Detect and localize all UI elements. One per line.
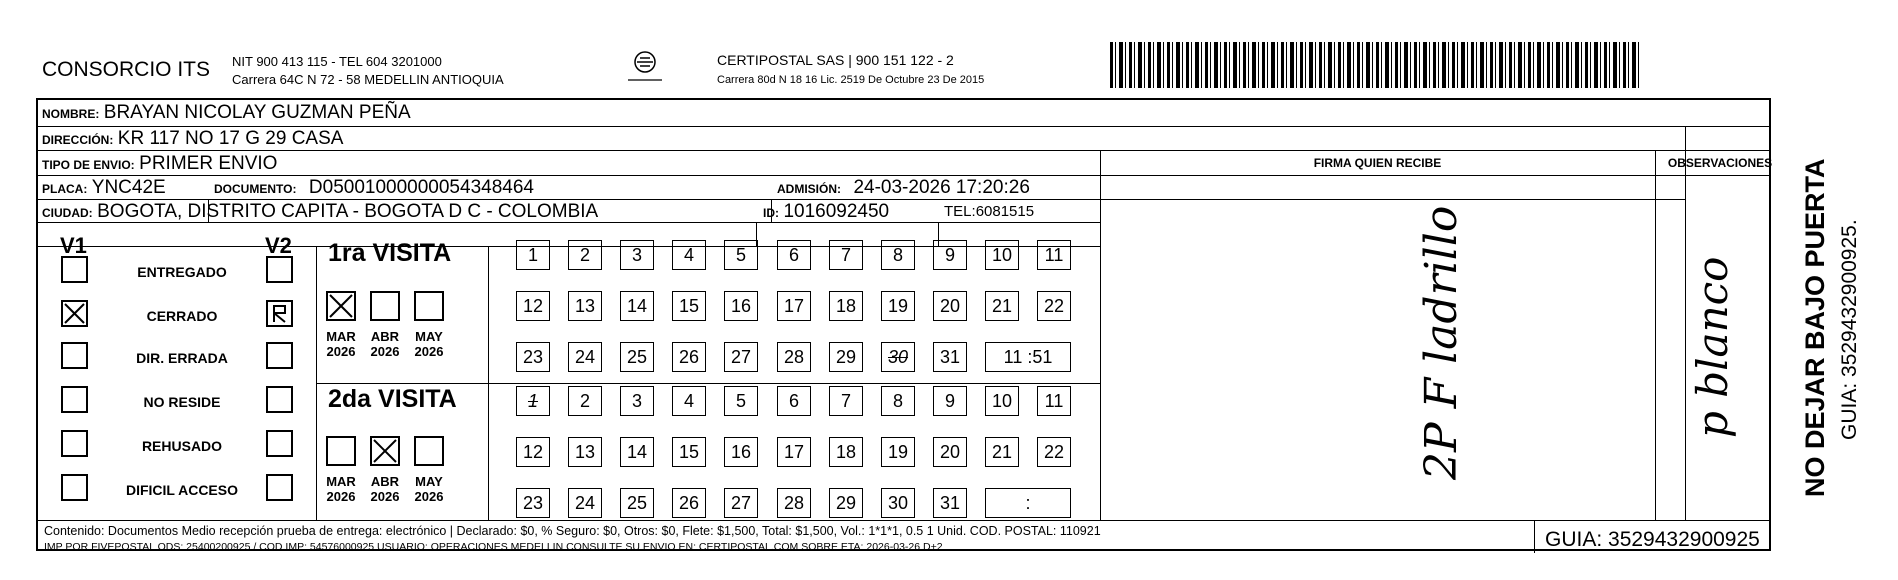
city-value: BOGOTA, DISTRITO CAPITA - BOGOTA D C - COLOMBIA [97,201,599,222]
address-label: DIRECCIÓN: [42,133,114,147]
v2-checkbox[interactable] [266,430,293,457]
status-label: ENTREGADO [137,264,227,280]
v1-checkbox[interactable] [61,474,88,501]
id-label: ID: [763,206,779,220]
day-box[interactable]: 20 [933,291,967,321]
day-box[interactable]: 28 [777,488,811,518]
day-box[interactable]: 29 [829,342,863,372]
day-box[interactable]: 3 [620,386,654,416]
day-box[interactable]: 26 [672,488,706,518]
day-box[interactable]: 19 [881,291,915,321]
plate-cell [42,177,166,199]
day-box[interactable]: 27 [724,488,758,518]
document-label: DOCUMENTO: [214,182,297,196]
visit2-title: 2da VISITA [328,385,457,413]
day-box[interactable]: 9 [933,240,967,270]
v2-checkbox[interactable] [266,300,293,327]
day-box[interactable]: 19 [881,437,915,467]
time-box[interactable]: 11 :51 [985,342,1071,372]
company-name: CONSORCIO ITS [42,58,211,81]
time-box[interactable]: : [985,488,1071,518]
day-box[interactable]: 4 [672,386,706,416]
recipient-name: BRAYAN NICOLAY GUZMAN PEÑA [103,102,411,123]
day-box[interactable]: 23 [516,342,550,372]
day-box[interactable]: 12 [516,291,550,321]
day-box[interactable]: 29 [829,488,863,518]
admission-cell [777,177,1030,199]
day-box[interactable]: 2 [568,240,602,270]
footer-content: Contenido: Documentos Medio recepción prueba de entrega: electrónico | Declarado: $0, % Seguro: $0, Otros: $0, Flete: $1,500, Total: $1,500, Vol.: 1*1*1, 0.5 1 Unid. COD. POSTAL: 110921 [44,524,1101,538]
day-box[interactable]: 24 [568,342,602,372]
month-label: ABR 2026 [370,474,400,504]
day-box[interactable]: 31 [933,342,967,372]
shipment-type: PRIMER ENVIO [139,153,278,174]
day-box[interactable]: 1 [516,240,550,270]
day-box[interactable]: 13 [568,291,602,321]
day-box[interactable]: 9 [933,386,967,416]
month-checkbox[interactable] [414,436,444,466]
v2-checkbox[interactable] [266,256,293,283]
carrier-address: Carrera 80d N 18 16 Lic. 2519 De Octubre 23 De 2015 [717,74,985,86]
type-row [42,153,277,175]
day-box[interactable]: 14 [620,291,654,321]
day-box[interactable]: 21 [985,291,1019,321]
v1-checkbox[interactable] [61,386,88,413]
admission-label: ADMISIÓN: [777,182,841,196]
visit1-title: 1ra VISITA [328,239,452,267]
day-box[interactable]: 6 [777,386,811,416]
status-label: DIR. ERRADA [136,350,228,366]
day-box[interactable]: 12 [516,437,550,467]
day-box[interactable]: 18 [829,437,863,467]
day-box[interactable]: 17 [777,437,811,467]
day-box[interactable]: 10 [985,240,1019,270]
address-row [42,128,343,150]
name-row [42,102,411,124]
id-cell [763,201,889,223]
tel-label: TEL: [944,203,976,220]
v2-checkbox[interactable] [266,474,293,501]
day-box[interactable]: 4 [672,240,706,270]
day-box[interactable]: 8 [881,240,915,270]
day-box[interactable]: 31 [933,488,967,518]
day-box[interactable]: 11 [1037,240,1071,270]
day-box[interactable]: 14 [620,437,654,467]
month-label: ABR 2026 [370,329,400,359]
day-box[interactable]: 25 [620,342,654,372]
footer-imp: IMP POR FIVEPOSTAL ODS: 25400200925 / COD.IMP: 54576000925 USUARIO: OPERACIONES MEDELLIN CONSULTE SU ENVIO EN: CERTIPOSTAL.COM SOBRE ETA: 2026-03-26 D+2 [44,541,943,553]
day-box[interactable]: 7 [829,386,863,416]
day-box[interactable]: 23 [516,488,550,518]
barcode [1110,42,1640,88]
month-checkbox[interactable] [370,436,400,466]
day-box[interactable]: 2 [568,386,602,416]
name-label: NOMBRE: [42,107,100,121]
status-label: NO RESIDE [143,394,221,410]
status-label: CERRADO [146,308,218,324]
status-label: DIFICIL ACCESO [125,482,238,498]
day-box[interactable]: 5 [724,240,758,270]
month-label: MAR 2026 [326,329,356,359]
certipostal-logo [622,50,668,84]
day-box[interactable]: 15 [672,291,706,321]
month-label: MAY 2026 [414,329,444,359]
v1-checkbox[interactable] [61,300,88,327]
day-box[interactable]: 24 [568,488,602,518]
observations-header: OBSERVACIONES [1667,156,1773,170]
month-label: MAR 2026 [326,474,356,504]
v2-checkbox[interactable] [266,386,293,413]
day-box[interactable]: 26 [672,342,706,372]
day-box[interactable]: 28 [777,342,811,372]
day-box[interactable]: 3 [620,240,654,270]
day-box[interactable]: 6 [777,240,811,270]
v1-checkbox[interactable] [61,256,88,283]
tel-cell [944,203,1034,221]
month-checkbox[interactable] [370,291,400,321]
day-box[interactable]: 16 [724,437,758,467]
day-box[interactable]: 17 [777,291,811,321]
day-box[interactable]: 18 [829,291,863,321]
day-box[interactable]: 25 [620,488,654,518]
day-box[interactable]: 16 [724,291,758,321]
city-cell [42,201,598,223]
observations-handwriting: p blanco [1688,256,1737,438]
day-box[interactable]: 10 [985,386,1019,416]
month-checkbox[interactable] [326,436,356,466]
day-box[interactable]: 27 [724,342,758,372]
day-box[interactable]: 30 [881,488,915,518]
day-box[interactable]: 22 [1037,437,1071,467]
admission-value: 24-03-2026 17:20:26 [853,177,1030,198]
signature-header: FIRMA QUIEN RECIBE [1313,156,1442,170]
day-box[interactable]: 8 [881,386,915,416]
side-warning: NO DEJAR BAJO PUERTA [1800,158,1830,497]
month-label: MAY 2026 [414,474,444,504]
tel-value: 6081515 [975,203,1035,220]
nit-line: NIT 900 413 115 - TEL 604 3201000 [232,54,442,69]
id-value: 1016092450 [783,201,890,222]
footer-guia: GUIA: 3529432900925 [1545,528,1760,551]
signature-handwriting: 2P F ladrillo [1416,205,1467,480]
v1-checkbox[interactable] [61,342,88,369]
plate-value: YNC42E [91,177,166,198]
v2-label: V2 [265,233,292,258]
day-box[interactable]: 13 [568,437,602,467]
v2-checkbox[interactable] [266,342,293,369]
city-label: CIUDAD: [42,206,93,220]
v1-label: V1 [60,233,87,258]
month-checkbox[interactable] [414,291,444,321]
month-checkbox[interactable] [326,291,356,321]
day-box[interactable]: 1 [516,386,550,416]
recipient-address: KR 117 NO 17 G 29 CASA [117,128,344,149]
status-label: REHUSADO [141,438,223,454]
day-box[interactable]: 30 [881,342,915,372]
side-guia: GUIA: 3529432900925. [1838,219,1861,440]
document-value: D05001000000054348464 [308,177,534,198]
day-box[interactable]: 15 [672,437,706,467]
day-box[interactable]: 5 [724,386,758,416]
day-box[interactable]: 21 [985,437,1019,467]
v1-checkbox[interactable] [61,430,88,457]
day-box[interactable]: 20 [933,437,967,467]
document-cell [214,177,534,199]
day-box[interactable]: 7 [829,240,863,270]
address-line: Carrera 64C N 72 - 58 MEDELLIN ANTIOQUIA [232,72,504,87]
plate-label: PLACA: [42,182,88,196]
day-box[interactable]: 22 [1037,291,1071,321]
type-label: TIPO DE ENVIO: [42,158,135,172]
carrier-name: CERTIPOSTAL SAS | 900 151 122 - 2 [717,52,954,68]
day-box[interactable]: 11 [1037,386,1071,416]
